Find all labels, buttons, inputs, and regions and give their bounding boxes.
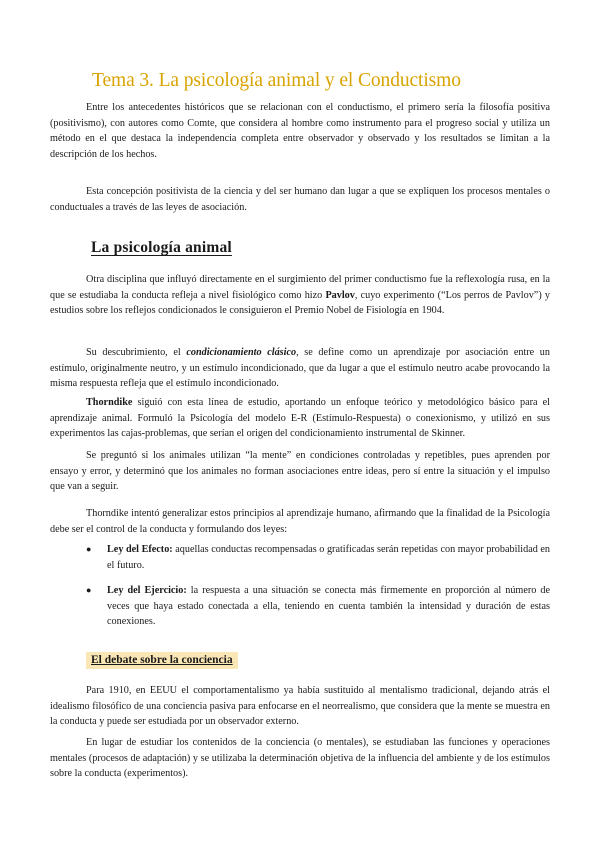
list-item bbox=[86, 542, 550, 573]
paragraph-functions: En lugar de estudiar los contenidos de la conciencia (o mentales), se estudiaban las funciones y operaciones mentales (procesos de adaptación) y se utilizaba la determinación objetiva de la influencia del ambiente y de los estímulos sobre la conducta (experimentos). bbox=[50, 737, 550, 779]
paragraph-1910: Para 1910, en EEUU el comportamentalismo ya había sustituido al mentalismo tradicional, dejando atrás el idealismo filosófico de una conciencia pasiva para enfocarse en el neorrealismo, que considera que la mente se muestra en la conducta y puede ser estudiada por un observador externo. bbox=[50, 685, 550, 727]
list-item bbox=[86, 583, 550, 630]
intro-paragraph-1: Entre los antecedentes históricos que se relacionan con el conductismo, el primero sería la filosofía positiva (positivismo), con autores como Comte, que considera al hombre como instrumento para el progreso social y utiliza un método en el que destaca la independencia completa entre observador y observado y los resultados se limitan a la descripción de los hechos. bbox=[50, 102, 550, 160]
subheading: El debate sobre la conciencia bbox=[86, 652, 238, 669]
paragraph-generalization: Thorndike intentó generalizar estos principios al aprendizaje humano, afirmando que la finalidad de la Psicología debe ser el control de la conducta y formulando dos leyes: bbox=[50, 508, 550, 535]
section-heading: La psicología animal bbox=[91, 239, 232, 256]
bullet-icon: ● bbox=[86, 544, 92, 554]
law-of-exercise: Ley del Ejercicio: la respuesta a una situación se conecta más firmemente en proporción al número de veces que haya estado conectada a ella, teniendo en cuenta también la intensidad y duración de estas conexiones. bbox=[107, 585, 551, 627]
paragraph-pavlov: Otra disciplina que influyó directamente en el surgimiento del primer conductismo fue la reflexología rusa, en la que se estudiaba la conducta refleja a nivel fisiológico como hizo Pavlov, cuyo experimento (“Los perros de Pavlov”) y estudios sobre los reflejos condicionados le consiguieron el Premio Nobel de Fisiología en 1904. bbox=[50, 274, 550, 316]
page-title: Tema 3. La psicología animal y el Conductismo bbox=[92, 70, 461, 91]
paragraph-thorndike: Thorndike siguió con esta línea de estudio, aportando un enfoque teórico y metodológico básico para el aprendizaje animal. Formuló la Psicología del modelo E-R (Estímulo-Respuesta) o conexionismo, y utilizó en sus experimentos las cajas-problemas, que serían el origen del condicionamiento instrumental de Skinner. bbox=[50, 397, 550, 439]
law-of-effect: Ley del Efecto: aquellas conductas recompensadas o gratificadas serán repetidas con mayor probabilidad en el futuro. bbox=[107, 544, 550, 571]
intro-paragraph-2: Esta concepción positivista de la ciencia y del ser humano dan lugar a que se expliquen los procesos mentales o conductuales a través de las leyes de asociación. bbox=[50, 186, 550, 213]
paragraph-mind-question: Se preguntó si los animales utilizan “la mente” en condiciones controladas y repetibles, pues aprenden por ensayo y error, y determinó que los animales no forman asociaciones entre ideas, pero sí entre la situación y el impulso que van a seguir. bbox=[50, 450, 550, 492]
bullet-icon: ● bbox=[86, 585, 92, 595]
paragraph-classical-conditioning: Su descubrimiento, el condicionamiento clásico, se define como un aprendizaje por asociación entre un estímulo, originalmente neutro, y un estímulo incondicionado, que da lugar a que el estímulo neutro acabe provocando la misma respuesta refleja que el estímulo incondicionado. bbox=[50, 347, 550, 389]
